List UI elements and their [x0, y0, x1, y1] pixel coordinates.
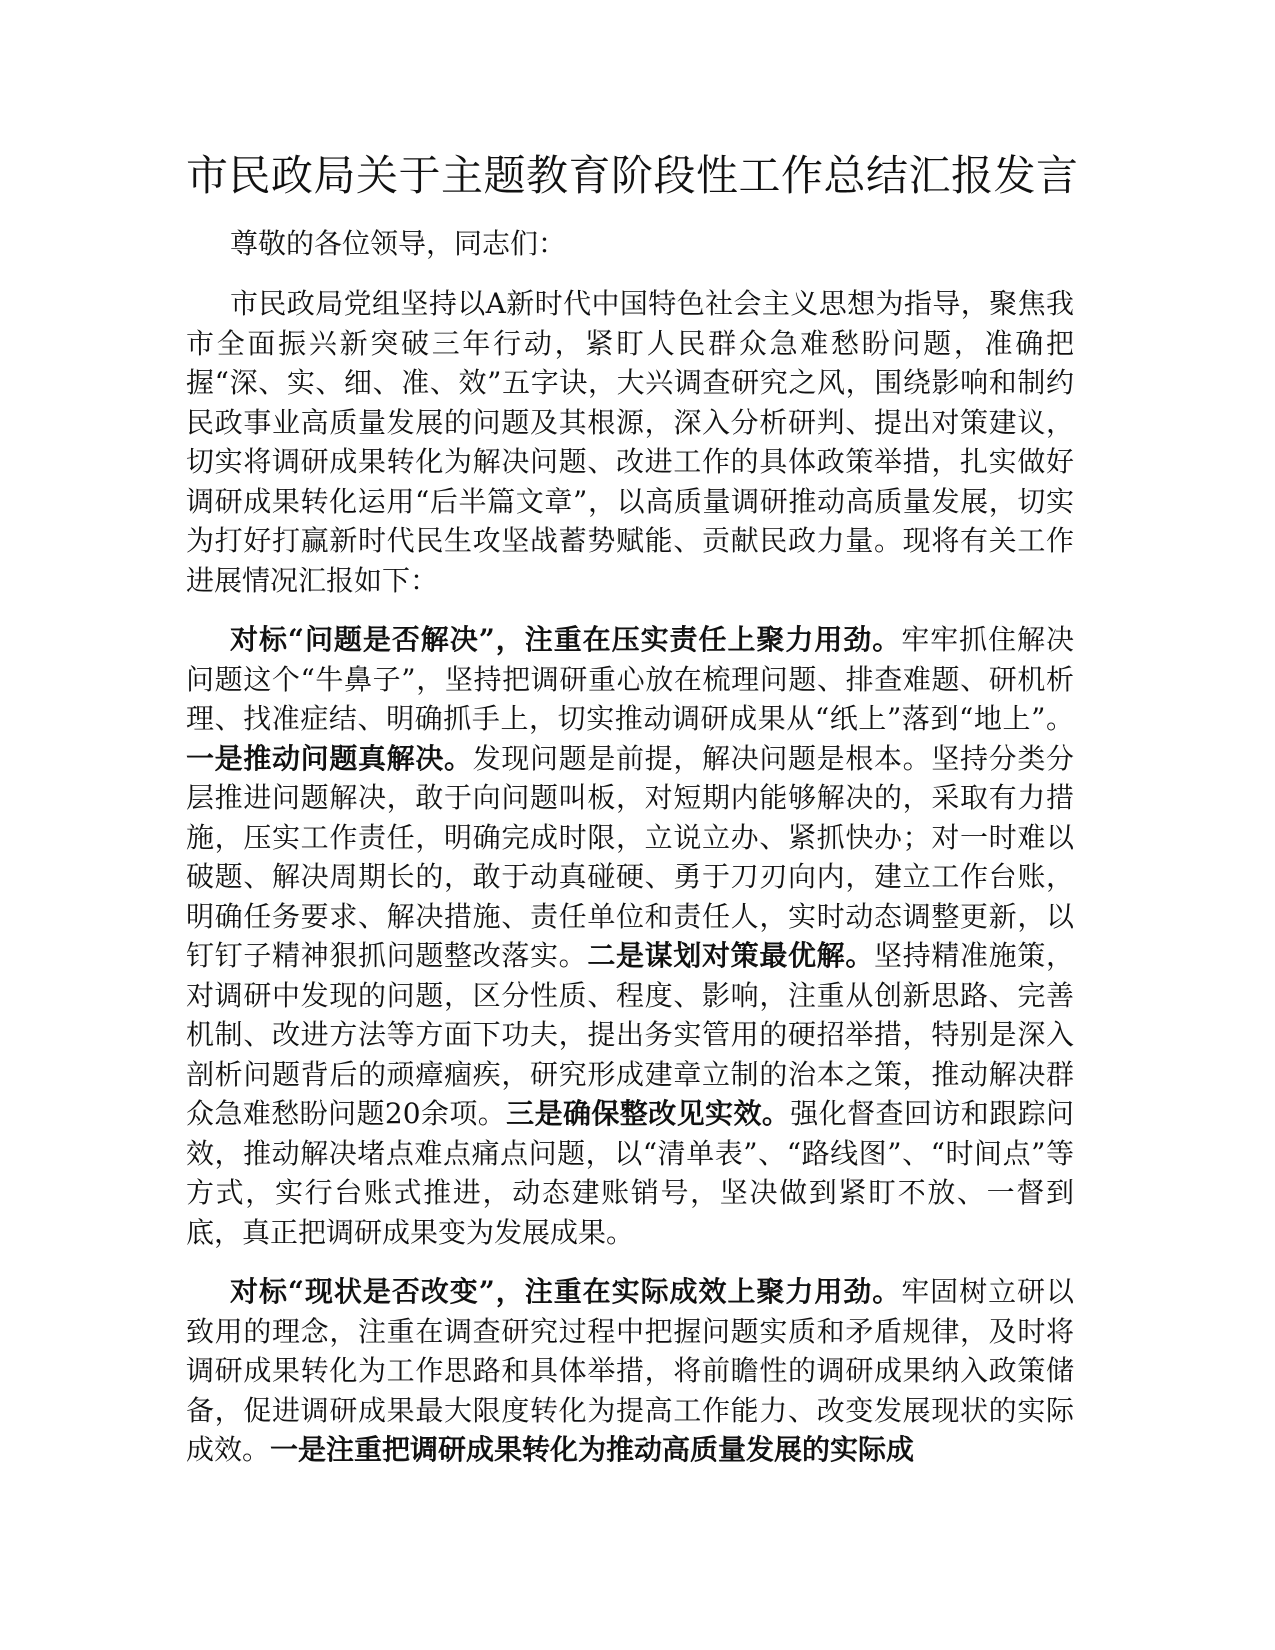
document-body [186, 148, 1079, 1470]
section-2-paragraph [186, 1272, 1074, 1470]
section-1-point-1-heading: 一是推动问题真解决。 [186, 741, 473, 775]
document-title: 市民政局关于主题教育阶段性工作总结汇报发言 [186, 151, 1079, 200]
intro-paragraph: 市民政局党组坚持以A新时代中国特色社会主义思想为指导，聚焦我市全面振兴新突破三年行动，紧盯人民群众急难愁盼问题，准确把握“深、实、细、准、效”五字诀，大兴调查研究之风，围绕影响和制约民政事业高质量发展的问题及其根源，深入分析研判、提出对策建议，切实将调研成果转化为解决问题、改进工作的具体政策举措，扎实做好调研成果转化运用“后半篇文章”，以高质量调研推动高质量发展，切实为打好打赢新时代民生攻坚战蓄势赋能、贡献民政力量。现将有关工作进展情况汇报如下： [186, 287, 1074, 597]
section-1-paragraph [186, 620, 1074, 1252]
section-2-point-1-heading: 一是注重把调研成果转化为推动高质量发展的实际成 [270, 1433, 915, 1466]
section-1-heading: 对标“问题是否解决”，注重在压实责任上聚力用劲。 [230, 623, 902, 656]
section-2-heading: 对标“现状是否改变”，注重在实际成效上聚力用劲。 [230, 1275, 902, 1308]
section-2-text: 牢固树立研以致用的理念，注重在调查研究过程中把握问题实质和矛盾规律，及时将调研成果转化为工作思路和具体举措，将前瞻性的调研成果纳入政策储备，促进调研成果最大限度转化为提高工作能力、改变发展现状的实际成效。 [186, 1275, 1074, 1466]
section-1-point-3-heading: 三是确保整改见实效。 [506, 1097, 791, 1130]
section-1-point-1-text: 发现问题是前提，解决问题是根本。坚持分类分层推进问题解决，敢于向问题叫板，对短期内能够解决的，采取有力措施，压实工作责任，明确完成时限，立说立办、紧抓快办；对一时难以破题、解决周期长的，敢于动真碰硬、勇于刀刃向内，建立工作台账，明确任务要求、解决措施、责任单位和责任人，实时动态调整更新，以钉钉子精神狠抓问题整改落实。 [186, 741, 1074, 972]
section-1-point-3-text: 强化督查回访和跟踪问效，推动解决堵点难点痛点问题，以“清单表”、“路线图”、“时间点”等方式，实行台账式推进，动态建账销号，坚决做到紧盯不放、一督到底，真正把调研成果变为发展成果。 [186, 1097, 1074, 1249]
section-1-text: 牢牢抓住解决问题这个“牛鼻子”，坚持把调研重心放在梳理问题、排查难题、研机析理、找准症结、明确抓手上，切实推动调研成果从“纸上”落到“地上”。 [186, 623, 1074, 735]
section-1-point-2-heading: 二是谋划对策最优解。 [587, 939, 874, 972]
salutation: 尊敬的各位领导，同志们： [230, 227, 567, 260]
section-1-point-2-text: 坚持精准施策，对调研中发现的问题，区分性质、程度、影响，注重从创新思路、完善机制、改进方法等方面下功夫，提出务实管用的硬招举措，特别是深入剖析问题背后的顽瘴痼疾，研究形成建章立制的治本之策，推动解决群众急难愁盼问题20余项。 [186, 939, 1074, 1130]
